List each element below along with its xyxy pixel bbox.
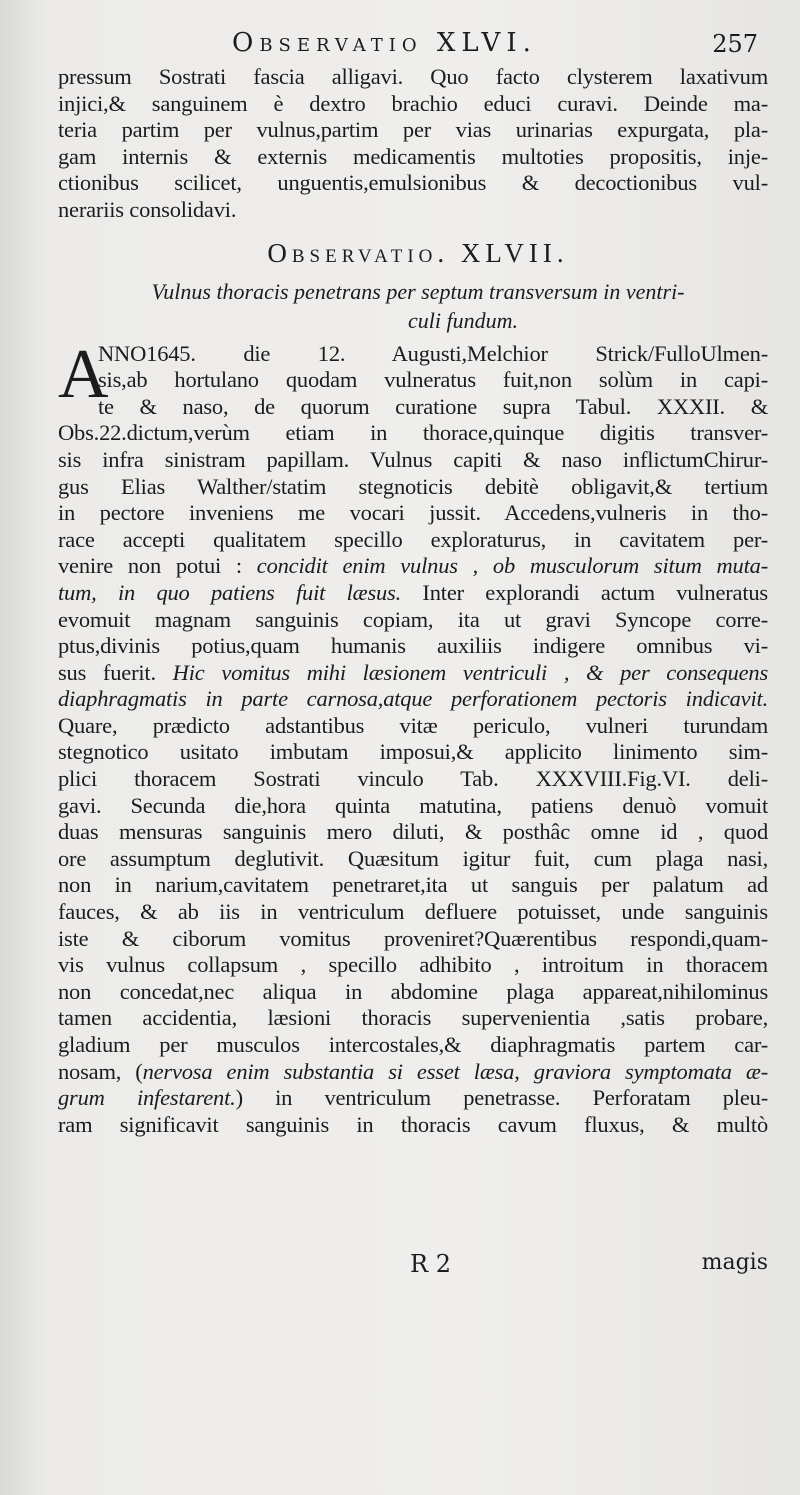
text-line — [58, 553, 768, 580]
text-line — [58, 1059, 768, 1086]
text-line: pressum Sostrati fascia alligavi. Quo facto clysterem laxativum — [58, 64, 768, 89]
text-line — [58, 1085, 768, 1112]
subtitle-line: culi fundum. — [408, 307, 518, 333]
observation-heading: Observatio. XLVII. — [267, 237, 569, 268]
text-line: te & naso, de quorum curatione supra Tabul. XXXII. & — [98, 393, 768, 419]
text-line: gam internis & externis medicamentis multoties propositis, inje- — [58, 143, 768, 169]
signature-mark: R 2 — [410, 1250, 451, 1278]
text-line: injici,& sanguinem è dextro brachio educi curavi. Deinde ma- — [58, 90, 768, 116]
text-line: tamen accidentia, læsioni thoracis supervenientia ,satis probare, — [58, 1005, 768, 1031]
catchword: magis — [701, 1250, 768, 1275]
text-line: in pectore inveniens me vocari jussit. Accedens,vulneris in tho- — [58, 500, 768, 526]
text-line: evomuit magnam sanguinis copiam, ita ut gravi Syncope corre- — [58, 606, 768, 632]
observation-subtitle — [58, 277, 768, 335]
text-line: Obs.22.dictum,verùm etiam in thorace,quinque digitis transver- — [58, 420, 768, 446]
text-line: sis,ab hortulano quodam vulneratus fuit,non solùm in capi- — [98, 367, 768, 393]
paragraph-observatio-xlvi-end — [58, 64, 768, 224]
text-line: ram significavit sanguinis in thoracis cavum fluxus, & multò — [58, 1111, 768, 1137]
text-line: Quare, prædicto adstantibus vitæ periculo, vulneri turundam — [58, 712, 768, 738]
text-line: gavi. Secunda die,hora quinta matutina, patiens denuò vomuit — [58, 792, 768, 818]
text-block — [58, 64, 768, 1138]
text-italic: grum infestarent. — [58, 1085, 236, 1111]
text-line: stegnotico usitato imbutam imposui,& applicito linimento sim- — [58, 739, 768, 765]
text-line: ore assumptum deglutivit. Quæsitum igitur fuit, cum plaga nasi, — [58, 845, 768, 871]
paragraph-observatio-xlvii — [58, 335, 769, 1139]
text-line — [58, 580, 768, 607]
text-line: ctionibus scilicet, unguentis,emulsionibus & decoctionibus vul- — [58, 170, 768, 196]
text-line: sis infra sinistram papillam. Vulnus capiti & naso inflictumChirur- — [58, 446, 768, 472]
drop-cap: A — [58, 335, 109, 413]
text-line: gus Elias Walther/statim stegnoticis debitè obligavit,& tertium — [58, 473, 768, 499]
text-line: iste & ciborum vomitus proveniret?Quærentibus respondi,quam- — [58, 925, 768, 951]
text-italic: concidit enim vulnus , ob musculorum situm muta- — [256, 553, 768, 579]
text-line — [58, 660, 768, 687]
text-line: NNO1645. die 12. Augusti,Melchior Strick/FulloUlmen- — [98, 340, 768, 366]
text-italic: Hic vomitus mihi læsionem ventriculi , & per consequens — [172, 659, 769, 685]
text-roman: Inter explorandi actum vulneratus — [401, 579, 768, 605]
text-line: non in narium,cavitatem penetraret,ita ut sanguis per palatum ad — [58, 872, 768, 898]
text-line: plici thoracem Sostrati vinculo Tab. XXXVIII.Fig.VI. deli- — [58, 766, 768, 792]
page-footer — [58, 1250, 768, 1280]
running-head — [0, 28, 800, 58]
running-title: Observatio XLVI. — [232, 28, 537, 58]
text-line: nerariis consolidavi. — [58, 196, 237, 222]
subtitle-line: Vulnus thoracis penetrans per septum transversum in ventri- — [151, 278, 685, 304]
text-line: diaphragmatis in parte carnosa,atque perforationem pectoris indicavit. — [58, 686, 768, 712]
text-roman: venire non potui : — [58, 553, 257, 579]
text-line: fauces, & ab iis in ventriculum defluere potuisset, unde sanguinis — [58, 899, 768, 925]
text-line: race accepti qualitatem specillo exploraturus, in cavitatem per- — [58, 526, 768, 552]
text-italic: nervosa enim substantia si esset læsa, graviora symptomata æ- — [142, 1058, 768, 1084]
text-line: teria partim per vulnus,partim per vias urinarias expurgata, pla- — [58, 117, 768, 143]
text-italic: tum, in quo patiens fuit læsus. — [58, 579, 402, 605]
text-line: gladium per musculos intercostales,& diaphragmatis partem car- — [58, 1032, 768, 1057]
text-roman: sus fuerit. — [58, 659, 173, 685]
page-number: 257 — [712, 30, 758, 58]
text-roman: nosam, ( — [58, 1058, 143, 1084]
text-roman: ) in ventriculum penetrasse. Perforatam pleu- — [235, 1085, 768, 1111]
text-line: vis vulnus collapsum , specillo adhibito , introitum in thoracem — [58, 952, 768, 978]
text-line: ptus,divinis potius,quam humanis auxiliis indigere omnibus vi- — [58, 633, 768, 659]
text-line: non concedat,nec aliqua in abdomine plaga appareat,nihilominus — [58, 978, 768, 1004]
text-line: duas mensuras sanguinis mero diluti, & posthâc omne id , quod — [58, 819, 768, 845]
